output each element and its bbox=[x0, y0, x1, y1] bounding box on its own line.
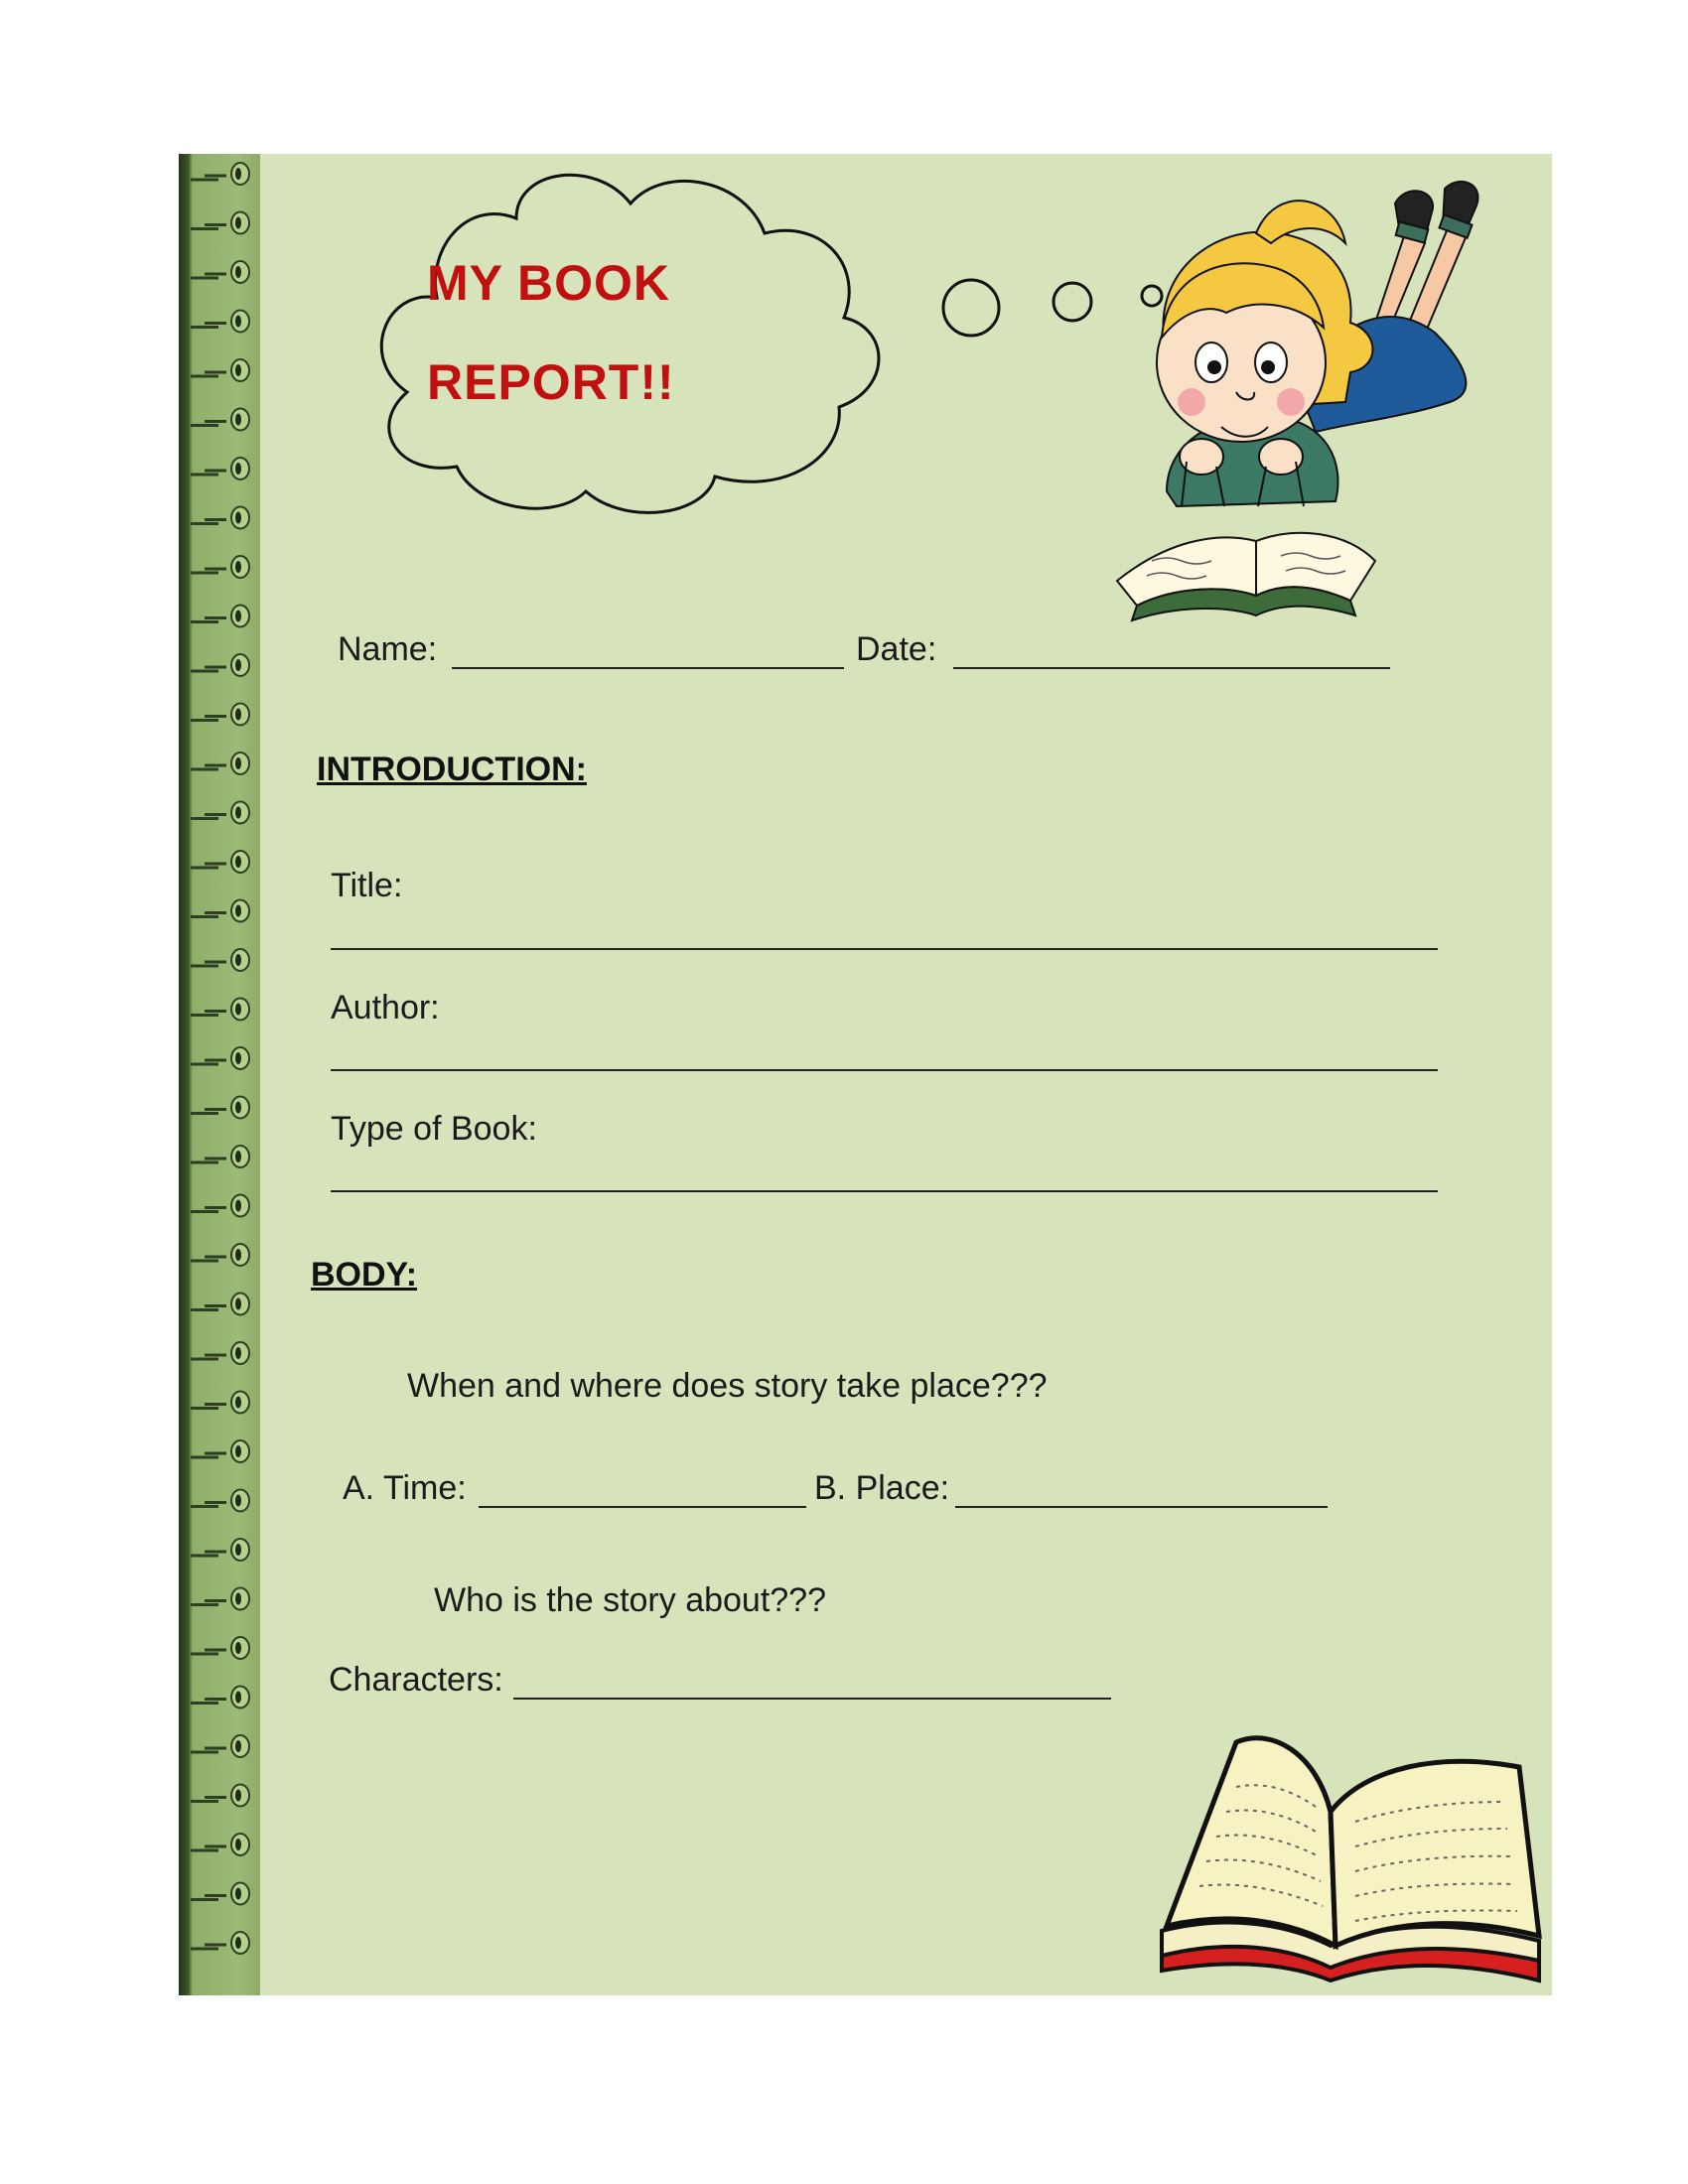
report-title-line1: MY BOOK bbox=[427, 255, 670, 311]
spiral-ring bbox=[191, 1735, 249, 1757]
spiral-ring bbox=[191, 1294, 249, 1315]
spiral-ring bbox=[191, 606, 249, 627]
spiral-ring bbox=[191, 163, 249, 185]
reading-girl-icon bbox=[1107, 164, 1504, 640]
spiral-ring bbox=[191, 654, 249, 676]
spiral-ring bbox=[191, 1490, 249, 1512]
time-input-line[interactable] bbox=[479, 1506, 806, 1508]
spiral-ring bbox=[191, 458, 249, 479]
type-of-book-input-line[interactable] bbox=[331, 1190, 1438, 1192]
spiral-ring bbox=[191, 1047, 249, 1069]
spiral-ring bbox=[191, 1539, 249, 1561]
place-input-line[interactable] bbox=[955, 1506, 1328, 1508]
spiral-ring bbox=[191, 851, 249, 873]
spiral-ring bbox=[191, 1834, 249, 1855]
author-label: Author: bbox=[331, 989, 440, 1026]
date-field[interactable] bbox=[856, 630, 936, 669]
body-heading: BODY: bbox=[311, 1256, 418, 1294]
spiral-ring bbox=[191, 1440, 249, 1462]
spiral-binding-icon bbox=[179, 154, 260, 1995]
spiral-ring bbox=[191, 900, 249, 922]
spiral-ring bbox=[191, 1785, 249, 1807]
time-label: A. Time: bbox=[343, 1469, 467, 1507]
spiral-ring bbox=[191, 704, 249, 726]
spiral-ring bbox=[191, 1342, 249, 1364]
author-input-line[interactable] bbox=[331, 1069, 1438, 1071]
date-input-line[interactable] bbox=[953, 667, 1390, 669]
who-question: Who is the story about??? bbox=[434, 1581, 827, 1619]
open-book-icon bbox=[1142, 1717, 1549, 2005]
spiral-ring bbox=[191, 212, 249, 234]
spiral-ring bbox=[191, 999, 249, 1021]
characters-label: Characters: bbox=[329, 1661, 503, 1699]
spiral-ring bbox=[191, 1932, 249, 1954]
date-label: Date: bbox=[856, 630, 937, 668]
spiral-ring bbox=[191, 359, 249, 381]
name-input-line[interactable] bbox=[452, 667, 844, 669]
spiral-ring bbox=[191, 949, 249, 971]
spiral-ring bbox=[191, 507, 249, 529]
spiral-ring bbox=[191, 1687, 249, 1708]
spiral-ring bbox=[191, 752, 249, 774]
spiral-ring bbox=[191, 261, 249, 283]
spiral-ring bbox=[191, 1883, 249, 1905]
spiral-ring bbox=[191, 1146, 249, 1167]
introduction-heading: INTRODUCTION: bbox=[317, 751, 587, 788]
spiral-ring bbox=[191, 1392, 249, 1414]
spiral-ring bbox=[191, 1195, 249, 1217]
report-title bbox=[427, 233, 804, 432]
spiral-ring bbox=[191, 1588, 249, 1610]
name-field[interactable] bbox=[338, 630, 437, 669]
spiral-ring bbox=[191, 311, 249, 333]
report-title-line2: REPORT!! bbox=[427, 354, 675, 410]
title-label: Title: bbox=[331, 867, 403, 904]
name-label: Name: bbox=[338, 630, 438, 668]
spiral-ring bbox=[191, 1637, 249, 1659]
spiral-ring bbox=[191, 1097, 249, 1119]
when-where-question: When and where does story take place??? bbox=[407, 1367, 1048, 1405]
spiral-ring bbox=[191, 409, 249, 431]
characters-input-line[interactable] bbox=[513, 1698, 1111, 1700]
spiral-ring bbox=[191, 802, 249, 824]
type-of-book-label: Type of Book: bbox=[331, 1110, 537, 1148]
place-label: B. Place: bbox=[814, 1469, 950, 1507]
spiral-ring bbox=[191, 1244, 249, 1266]
title-input-line[interactable] bbox=[331, 948, 1438, 950]
spiral-ring bbox=[191, 556, 249, 578]
